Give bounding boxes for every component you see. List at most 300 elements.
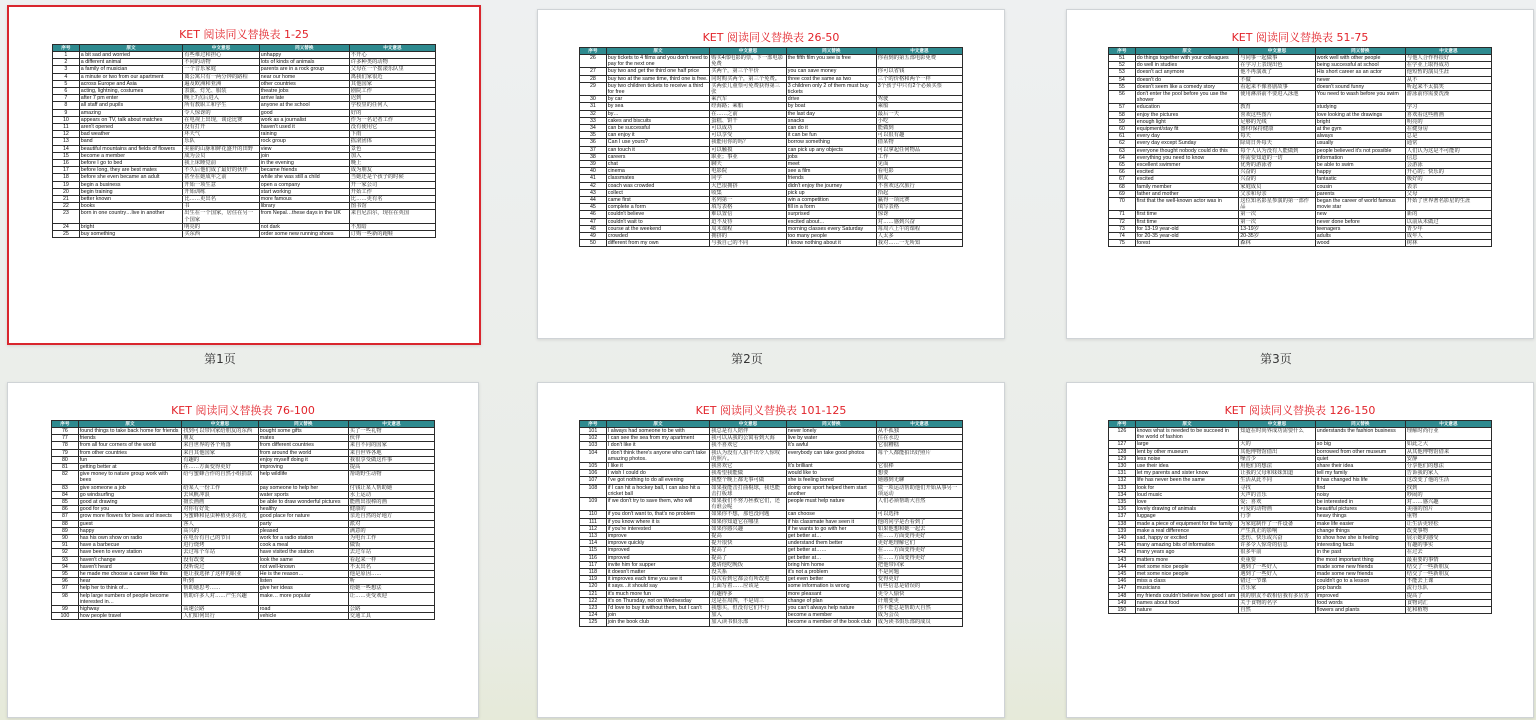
table-cell: 来自尼泊尔，现在在英国	[349, 210, 435, 223]
table-cell: if he wants to go with her	[786, 525, 876, 532]
table-cell: it doesn't matter	[606, 569, 709, 576]
table-cell: highway	[78, 606, 181, 613]
table-cell: work for a radio station	[258, 535, 348, 542]
table-cell: came first	[606, 197, 709, 204]
table-cell: 这位知名影星参演的第一部作品	[1239, 198, 1316, 211]
table-cell: 107	[580, 477, 607, 484]
table-cell: 错过一节课	[1239, 578, 1316, 585]
table-cell: 128	[1109, 448, 1136, 455]
table-cell: many years ago	[1135, 549, 1238, 556]
column-header: 中文意思	[1405, 421, 1491, 428]
table-cell: 优秀的游泳者	[1239, 162, 1316, 169]
page-thumbnail-1[interactable]	[7, 5, 481, 345]
table-row	[1109, 470, 1492, 477]
table-cell: 对……感兴趣	[1405, 499, 1491, 506]
table-row	[580, 547, 963, 554]
table-cell: 130	[1109, 463, 1136, 470]
table-row	[1109, 607, 1492, 614]
table-cell: 23	[53, 210, 80, 223]
table-cell: 晚上7点后进入	[183, 95, 260, 102]
table-cell: 来自世界各地	[348, 449, 434, 456]
table-cell: 告诉我的家人	[1405, 470, 1491, 477]
table-cell: 更重要	[1239, 556, 1316, 563]
table-cell: Can I use yours?	[606, 139, 709, 146]
table-cell: 森林	[1239, 240, 1316, 247]
table-row	[53, 102, 436, 109]
table-row	[580, 175, 963, 182]
table-cell: 147	[1109, 585, 1136, 592]
table-row	[1109, 133, 1492, 140]
table-cell: it's not a problem	[786, 569, 876, 576]
table-row	[580, 117, 963, 124]
table-cell: doing one sport helped them start another	[786, 484, 876, 497]
page-thumbnail-5[interactable]	[537, 382, 1005, 718]
column-header: 同义替换	[1315, 421, 1405, 428]
table-cell: 更令人愉快	[876, 590, 962, 597]
table-cell: met some nice people	[1135, 563, 1238, 570]
table-cell: from different countries	[258, 442, 348, 449]
page-thumbnail-3[interactable]	[1066, 9, 1534, 339]
table-row	[52, 456, 435, 463]
table-cell: 除周日外每天	[1239, 140, 1316, 147]
table-cell: 大声的音乐	[1239, 491, 1316, 498]
table-cell: 25	[53, 231, 80, 238]
table-cell: 150	[1109, 607, 1136, 614]
table-cell: help her to think of…	[78, 585, 181, 592]
table-cell: 听起来不太搞笑	[1405, 83, 1491, 90]
table-cell: improve quickly	[606, 540, 709, 547]
table-cell: 每个人认为没有人能做到	[1239, 147, 1316, 154]
table-cell: 3 children only 2 of them must buy tickets	[786, 82, 876, 95]
table-row	[580, 211, 963, 218]
table-cell: 20	[53, 188, 80, 195]
table-row	[580, 182, 963, 189]
table-cell: 73	[1109, 225, 1136, 232]
table-row	[1109, 428, 1492, 441]
table-cell: 13	[53, 138, 80, 145]
table-row	[52, 520, 435, 527]
table-cell: too many people	[786, 233, 876, 240]
table-cell: live by water	[786, 435, 876, 442]
table-row	[52, 585, 435, 592]
table-cell: tell my family	[1315, 470, 1405, 477]
table-cell: 人们如何出行	[182, 613, 259, 620]
table-row	[53, 138, 436, 145]
table-header-row	[1109, 421, 1492, 428]
table-cell: 我的朋友不敢相信我有多厉害	[1239, 592, 1316, 599]
table-row	[580, 605, 963, 612]
table-cell: 伙伴	[348, 435, 434, 442]
table-row	[1109, 183, 1492, 190]
table-cell: 看电影	[876, 168, 962, 175]
table-cell: 比……更出名	[183, 196, 260, 203]
table-row	[52, 542, 435, 549]
table-cell: 关于食物的名字	[1239, 599, 1316, 606]
table-cell: 食物词汇	[1405, 599, 1491, 606]
table-cell: snacks	[786, 117, 876, 124]
table-cell: 亲近自然的好地方	[348, 513, 434, 520]
table-cell: 驾驶	[876, 96, 962, 103]
table-cell: 89	[52, 527, 79, 534]
table-cell: buy two at the same time, third one is free.	[606, 75, 709, 82]
table-cell: enjoy myself doing it	[258, 456, 348, 463]
table-cell: 青少年	[1405, 225, 1491, 232]
table-cell: 帮助她思考……	[182, 585, 259, 592]
table-row	[1109, 147, 1492, 154]
table-cell: 67	[1109, 176, 1136, 183]
table-cell: 我喜欢它	[710, 463, 787, 470]
table-row	[52, 527, 435, 534]
table-cell: after 7 pm enter	[79, 95, 182, 102]
table-cell: people believed it's not possible	[1315, 147, 1405, 154]
table-cell: being successful at school	[1315, 62, 1405, 69]
table-row	[1109, 91, 1492, 104]
table-cell: by…	[606, 110, 709, 117]
table-cell: 从其他博物馆借来	[1405, 448, 1491, 455]
table-cell: 购买4部电影的票，下一部电影免费	[710, 55, 787, 68]
table-row	[52, 606, 435, 613]
table-cell: new	[1315, 211, 1405, 218]
table-cell: 35	[580, 132, 607, 139]
table-cell: 7	[53, 95, 80, 102]
synonym-table	[1108, 47, 1492, 247]
table-row	[53, 66, 436, 73]
table-cell: collect	[606, 189, 709, 196]
table-cell: happy	[1315, 169, 1405, 176]
table-cell: knows what is needed to be succeed in the world of fashion	[1135, 428, 1238, 441]
table-cell: usually	[1315, 140, 1405, 147]
table-cell: 127	[1109, 441, 1136, 448]
table-cell: cakes and biscuits	[606, 117, 709, 124]
table-cell: before long, they are best mates	[79, 167, 182, 174]
table-cell: 39	[580, 161, 607, 168]
page-thumbnail-4[interactable]	[7, 382, 479, 718]
table-cell: 如果我们不努力拯救它们，还有谁会呢	[710, 498, 787, 511]
table-row	[580, 525, 963, 532]
table-cell: library	[259, 203, 349, 210]
table-row	[1109, 140, 1492, 147]
table-cell: be interested in	[1315, 499, 1405, 506]
table-cell: amazing	[79, 109, 182, 116]
table-cell: 134	[1109, 491, 1136, 498]
table-cell: 生活从此不同	[1239, 477, 1316, 484]
table-cell: 在学习上表现出色	[1239, 62, 1316, 69]
table-cell: 表亲	[1405, 183, 1491, 190]
table-cell: lent by other museum	[1135, 448, 1238, 455]
table-cell: begin a business	[79, 181, 182, 188]
table-cell: 擅长画画	[182, 499, 259, 506]
table-cell: 120	[580, 583, 607, 590]
table-cell: 2	[53, 59, 80, 66]
table-cell: to show how she is feeling	[1315, 535, 1405, 542]
table-cell: less noise	[1135, 455, 1238, 462]
table-cell: 总是	[1405, 133, 1491, 140]
table-cell: 不太出名	[348, 563, 434, 570]
table-cell: 拥挤的	[710, 233, 787, 240]
table-cell: 为电台工作	[348, 535, 434, 542]
table-cell: 高速公路	[182, 606, 259, 613]
table-cell: people must help nature	[786, 498, 876, 511]
table-cell: 69	[1109, 190, 1136, 197]
table-row	[580, 125, 963, 132]
table-row	[52, 513, 435, 520]
table-cell: pleased	[258, 527, 348, 534]
table-cell: other countries	[259, 80, 349, 87]
table-cell: 用他们的想法	[1239, 463, 1316, 470]
table-cell: 给与蜜蜂合作的自然小组捐款	[182, 471, 259, 484]
table-cell: from around the world	[258, 449, 348, 456]
table-cell: 开始工作	[349, 188, 435, 195]
table-cell: became friends	[259, 167, 349, 174]
table-cell: all staff and pupils	[79, 102, 182, 109]
table-cell: 不开心	[349, 52, 435, 59]
table-cell: 4	[53, 73, 80, 80]
table-cell: band	[79, 138, 182, 145]
table-cell: 高兴的	[182, 527, 259, 534]
table-cell: 不能去上课	[1405, 578, 1491, 585]
table-row	[1109, 211, 1492, 218]
table-cell: 能做到	[876, 125, 962, 132]
page-heading: KET 阅读同义替换表 51-75	[1231, 31, 1369, 44]
table-cell: a different animal	[79, 59, 182, 66]
table-row	[580, 518, 963, 525]
table-cell: 142	[1109, 549, 1136, 556]
table-cell: 我想买，但没有它们不行	[710, 605, 787, 612]
table-row	[1109, 62, 1492, 69]
table-cell: 小吃	[876, 117, 962, 124]
table-cell: she is feeling bored	[786, 477, 876, 484]
table-cell: family member	[1135, 183, 1238, 190]
page-heading: KET 阅读同义替换表 1-25	[179, 28, 309, 41]
table-cell: 提高了	[710, 554, 787, 561]
table-cell: 你看到的第五部电影免费	[876, 55, 962, 68]
table-cell: buy two and get the third one half price	[606, 68, 709, 75]
table-row	[1109, 571, 1492, 578]
table-cell: 32	[580, 110, 607, 117]
table-cell: make life easier	[1315, 520, 1405, 527]
table-cell: from other countries	[78, 449, 181, 456]
table-cell: 水上运动	[348, 491, 434, 498]
table-cell: 在……之前	[710, 110, 787, 117]
table-cell: chat	[606, 161, 709, 168]
table-row	[52, 592, 435, 605]
table-cell: 其他国家	[349, 80, 435, 87]
table-cell: start working	[259, 188, 349, 195]
table-cell: 从不孤独	[876, 428, 962, 435]
table-cell: aren't opened	[79, 124, 182, 131]
table-cell: 看起来不像喜剧故事	[1239, 83, 1316, 90]
table-cell: first time	[1135, 211, 1238, 218]
table-cell: every day except Sunday	[1135, 140, 1238, 147]
table-cell: 110	[580, 511, 607, 518]
table-cell: 有趣的	[182, 456, 259, 463]
table-cell: if you don't want to, that's no problem	[606, 511, 709, 518]
table-cell: can do it	[786, 125, 876, 132]
table-cell: 41	[580, 175, 607, 182]
page-thumbnail-6[interactable]	[1066, 382, 1534, 718]
table-cell: musicians	[1135, 585, 1238, 592]
table-cell: 美丽的图片	[1405, 506, 1491, 513]
table-row	[1109, 104, 1492, 111]
column-header: 同义替换	[259, 45, 349, 52]
table-header-row	[52, 421, 435, 428]
table-cell: couldn't wait to	[606, 218, 709, 225]
table-row	[1109, 506, 1492, 513]
page-thumbnail-2[interactable]	[537, 9, 1005, 339]
column-header: 中文意思	[710, 48, 787, 55]
table-row	[53, 196, 436, 203]
table-cell: 提高了	[1405, 592, 1491, 599]
table-cell: while she was still a child	[259, 174, 349, 181]
table-cell: 在过去	[1405, 549, 1491, 556]
table-cell: 我整个晚上都无事可做	[710, 477, 787, 484]
table-cell: 成年人	[1405, 233, 1491, 240]
table-row	[53, 210, 436, 223]
table-cell: 144	[1109, 563, 1136, 570]
table-cell: haven't heard	[78, 563, 181, 570]
table-row	[580, 110, 963, 117]
table-cell: 可以很有趣	[876, 132, 962, 139]
table-row	[52, 484, 435, 491]
table-row	[1109, 477, 1492, 484]
table-cell: 把他带回家	[876, 561, 962, 568]
column-header: 序号	[580, 48, 607, 55]
table-row	[53, 231, 436, 238]
table-cell: 加入	[710, 612, 787, 619]
table-cell: 工作	[876, 153, 962, 160]
table-cell: 在电台有自己的节目	[182, 535, 259, 542]
table-cell: sad, happy or excited	[1135, 535, 1238, 542]
table-cell: 没关系	[710, 569, 787, 576]
table-cell: 50	[580, 240, 607, 247]
table-row	[53, 116, 436, 123]
table-cell: my friends couldn't believe how good I am	[1135, 592, 1238, 599]
table-cell: 104	[580, 449, 607, 462]
table-cell: party	[258, 520, 348, 527]
table-cell: 136	[1109, 506, 1136, 513]
table-cell: 找到	[1405, 484, 1491, 491]
table-cell: 很多年前	[1239, 549, 1316, 556]
table-cell: 16	[53, 160, 80, 167]
table-cell: 去过车站	[348, 549, 434, 556]
table-cell: 父亲和母亲	[1239, 190, 1316, 197]
table-cell: 有趣得多	[710, 590, 787, 597]
table-cell: 如果你不想，那也没问题	[710, 511, 787, 518]
table-cell: 141	[1109, 542, 1136, 549]
table-cell: 来自其他国家	[182, 449, 259, 456]
table-cell: cook a meal	[258, 542, 348, 549]
table-row	[580, 597, 963, 604]
table-cell: 每周六上午的课程	[876, 225, 962, 232]
table-cell: 99	[52, 606, 79, 613]
table-row	[580, 240, 963, 247]
table-row	[1109, 499, 1492, 506]
table-cell: the most important thing	[1315, 556, 1405, 563]
table-cell: join	[606, 612, 709, 619]
table-cell: I don't think there's anyone who can't take amazing photos.	[606, 449, 709, 462]
table-cell: 许多种类的动物	[349, 59, 435, 66]
table-cell: so big	[1315, 441, 1405, 448]
table-cell: 122	[580, 597, 607, 604]
table-cell: 15	[53, 152, 80, 159]
table-cell: can choose	[786, 511, 876, 518]
table-cell: 去过每个车站	[182, 549, 259, 556]
table-cell: 这是在周四，不是周三	[710, 597, 787, 604]
column-header: 序号	[52, 421, 79, 428]
table-cell: 兴奋的	[1239, 169, 1316, 176]
table-cell: be able to swim	[1315, 162, 1405, 169]
table-cell: matters more	[1135, 556, 1238, 563]
synonym-table	[579, 420, 963, 627]
table-cell: 经海路；乘船	[710, 103, 787, 110]
table-row	[1109, 556, 1492, 563]
table-cell: if I can hit a hockey ball, I can also hit a cricket ball	[606, 484, 709, 497]
table-row	[580, 470, 963, 477]
table-row	[53, 52, 436, 59]
table-cell: careers	[606, 153, 709, 160]
table-row	[52, 549, 435, 556]
table-row	[580, 428, 963, 435]
table-row	[1109, 218, 1492, 225]
table-cell: 在健身房	[1405, 126, 1491, 133]
table-cell: 40	[580, 168, 607, 175]
table-cell: invite him for supper	[606, 561, 709, 568]
table-row	[1109, 520, 1492, 527]
table-cell: 你可以省钱	[876, 68, 962, 75]
table-cell: 对你有好处	[182, 506, 259, 513]
table-cell: 摇滚团体	[349, 138, 435, 145]
table-cell: enough light	[1135, 118, 1238, 125]
table-cell: 52	[1109, 62, 1136, 69]
table-cell: fill in a form	[786, 204, 876, 211]
table-cell: get better at……	[786, 547, 876, 554]
table-cell: 给她一些想法	[348, 585, 434, 592]
table-cell: 为蜜蜂和昆虫种植更多的花	[182, 513, 259, 520]
table-cell: 好的	[349, 109, 435, 116]
table-cell: you can save money	[786, 68, 876, 75]
column-header: 原文	[79, 45, 182, 52]
table-cell: getting better at	[78, 464, 181, 471]
table-cell: borrowed from other museum	[1315, 448, 1405, 455]
table-cell: buy something	[79, 231, 182, 238]
table-cell: 78	[52, 442, 79, 449]
table-cell: in the past	[1315, 549, 1405, 556]
table-cell: It's brilliant	[786, 463, 876, 470]
table-cell: 121	[580, 590, 607, 597]
table-cell: 没有打开	[183, 124, 260, 131]
table-cell: 42	[580, 182, 607, 189]
table-cell: some information is wrong	[786, 583, 876, 590]
column-header: 原文	[1135, 421, 1238, 428]
column-header: 原文	[78, 421, 181, 428]
table-row	[580, 218, 963, 225]
column-header: 同义替换	[1315, 48, 1405, 55]
table-cell: parents are in a rock group	[259, 66, 349, 73]
table-cell: 信息	[1405, 154, 1491, 161]
table-row	[1109, 549, 1492, 556]
table-row	[52, 571, 435, 578]
table-cell: 27	[580, 68, 607, 75]
page-heading: KET 阅读同义替换表 101-125	[695, 404, 847, 417]
table-cell: coach was crowded	[606, 182, 709, 189]
table-cell: borrow something	[786, 139, 876, 146]
table-cell: 离公寓只有一两分钟的路程	[183, 73, 260, 80]
table-cell: good	[259, 109, 349, 116]
table-cell: 94	[52, 563, 79, 570]
table-cell: help wildlife	[258, 471, 348, 484]
table-cell: His short career as an actor	[1315, 69, 1405, 76]
table-cell: view	[259, 145, 349, 152]
